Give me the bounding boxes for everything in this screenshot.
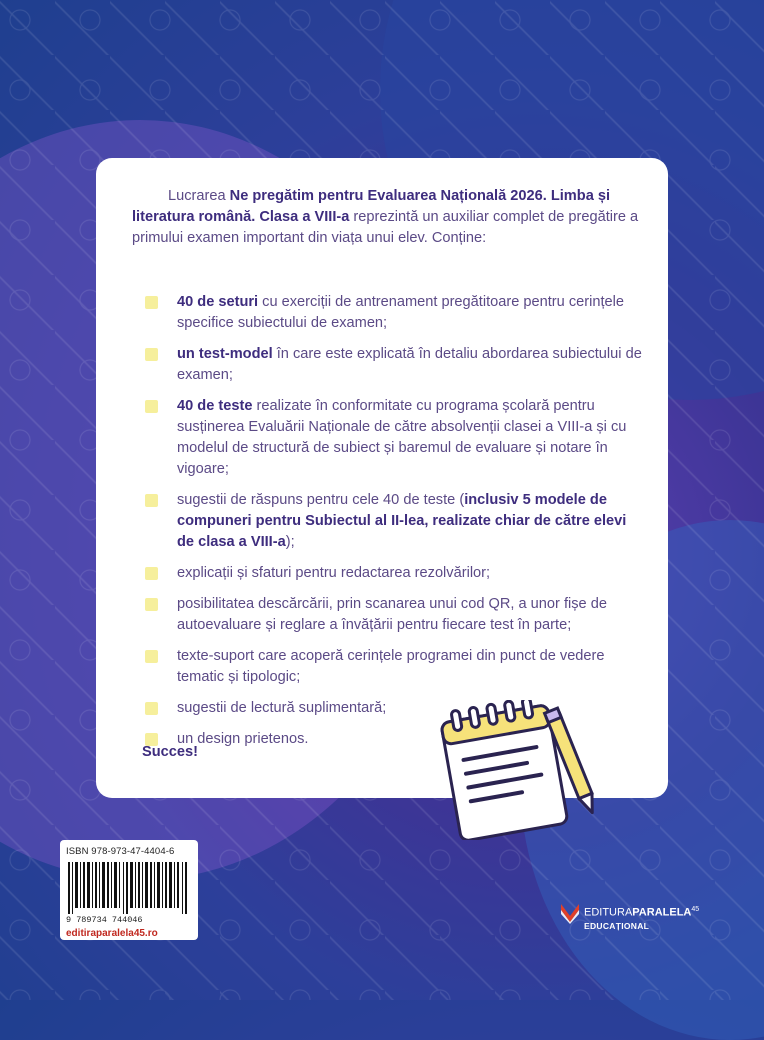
contents-list [142,292,642,760]
square-bullet-icon [145,494,158,507]
item-highlight: 40 de seturi [177,294,259,310]
square-bullet-icon [145,702,158,715]
item-text: texte-suport care acoperă cerințele programei din punct de vedere tematic și tipologic; [177,648,605,685]
item-highlight: un test-model [177,346,273,362]
notepad-pencil-icon [440,700,600,840]
item-text: realizate în conformitate cu programa școlară pentru susținerea Evaluării Naționale de către absolvenții clasei a VIII-a și cu modelul de structură de subiect și baremul de evaluare și notare în vigoare; [177,398,627,477]
item-tail: ); [285,534,295,550]
item-text: un design prietenos. [177,731,309,747]
publisher-name-light: EDITURA [584,906,633,919]
square-bullet-icon [145,400,158,413]
list-item [142,563,642,584]
square-bullet-icon [145,650,158,663]
intro-paragraph [132,186,642,249]
square-bullet-icon [145,598,158,611]
publisher-name-number: 45 [691,906,700,913]
item-highlight: 40 de teste [177,398,253,414]
item-text: sugestii de lectură suplimentară; [177,700,387,716]
intro-lead: Lucrarea [168,188,230,204]
square-bullet-icon [145,296,158,309]
barcode-icon [68,862,190,914]
closing-text: Succes! [142,744,198,760]
isbn-number: ISBN 978-973-47-4404-6 [66,846,175,857]
publisher-imprint: EDUCAȚIONAL [584,921,650,931]
publisher-website: editiraparalela45.ro [66,928,158,939]
list-item [142,490,642,553]
barcode-digits: 9 789734 744046 [66,915,143,925]
item-highlight: inclusiv 5 modele de compuneri pentru Subiectul al II-lea, realizate chiar de către elevi de clasa a VIII-a [177,492,627,550]
item-text: posibilitatea descărcării, prin scanarea unui cod QR, a unor fișe de autoevaluare și reglare a învățării pentru fiecare test în parte; [177,596,607,633]
publisher-mark-icon [560,902,580,924]
square-bullet-icon [145,348,158,361]
list-item [142,594,642,636]
barcode-panel [60,840,198,940]
item-text: în care este explicată în detaliu abordarea subiectului de examen; [177,346,642,383]
list-item [142,646,642,688]
item-text: sugestii de răspuns pentru cele 40 de teste ( [177,492,465,508]
item-text: explicații și sfaturi pentru redactarea rezolvărilor; [177,565,491,581]
book-title: Ne pregătim pentru Evaluarea Națională 2026. Limba și literatura română. Clasa a VIII-a [132,188,611,225]
publisher-name [584,906,699,919]
list-item [142,396,642,480]
square-bullet-icon [145,567,158,580]
publisher-name-bold: PARALELA [632,906,692,919]
intro-rest: reprezintă un auxiliar complet de pregătire a primului examen important din viața unui elev. Conține: [132,209,639,246]
item-text: cu exerciții de antrenament pregătitoare pentru cerințele specifice subiectului de examen; [177,294,624,331]
publisher-logo [560,900,760,950]
list-item [142,344,642,386]
list-item [142,292,642,334]
